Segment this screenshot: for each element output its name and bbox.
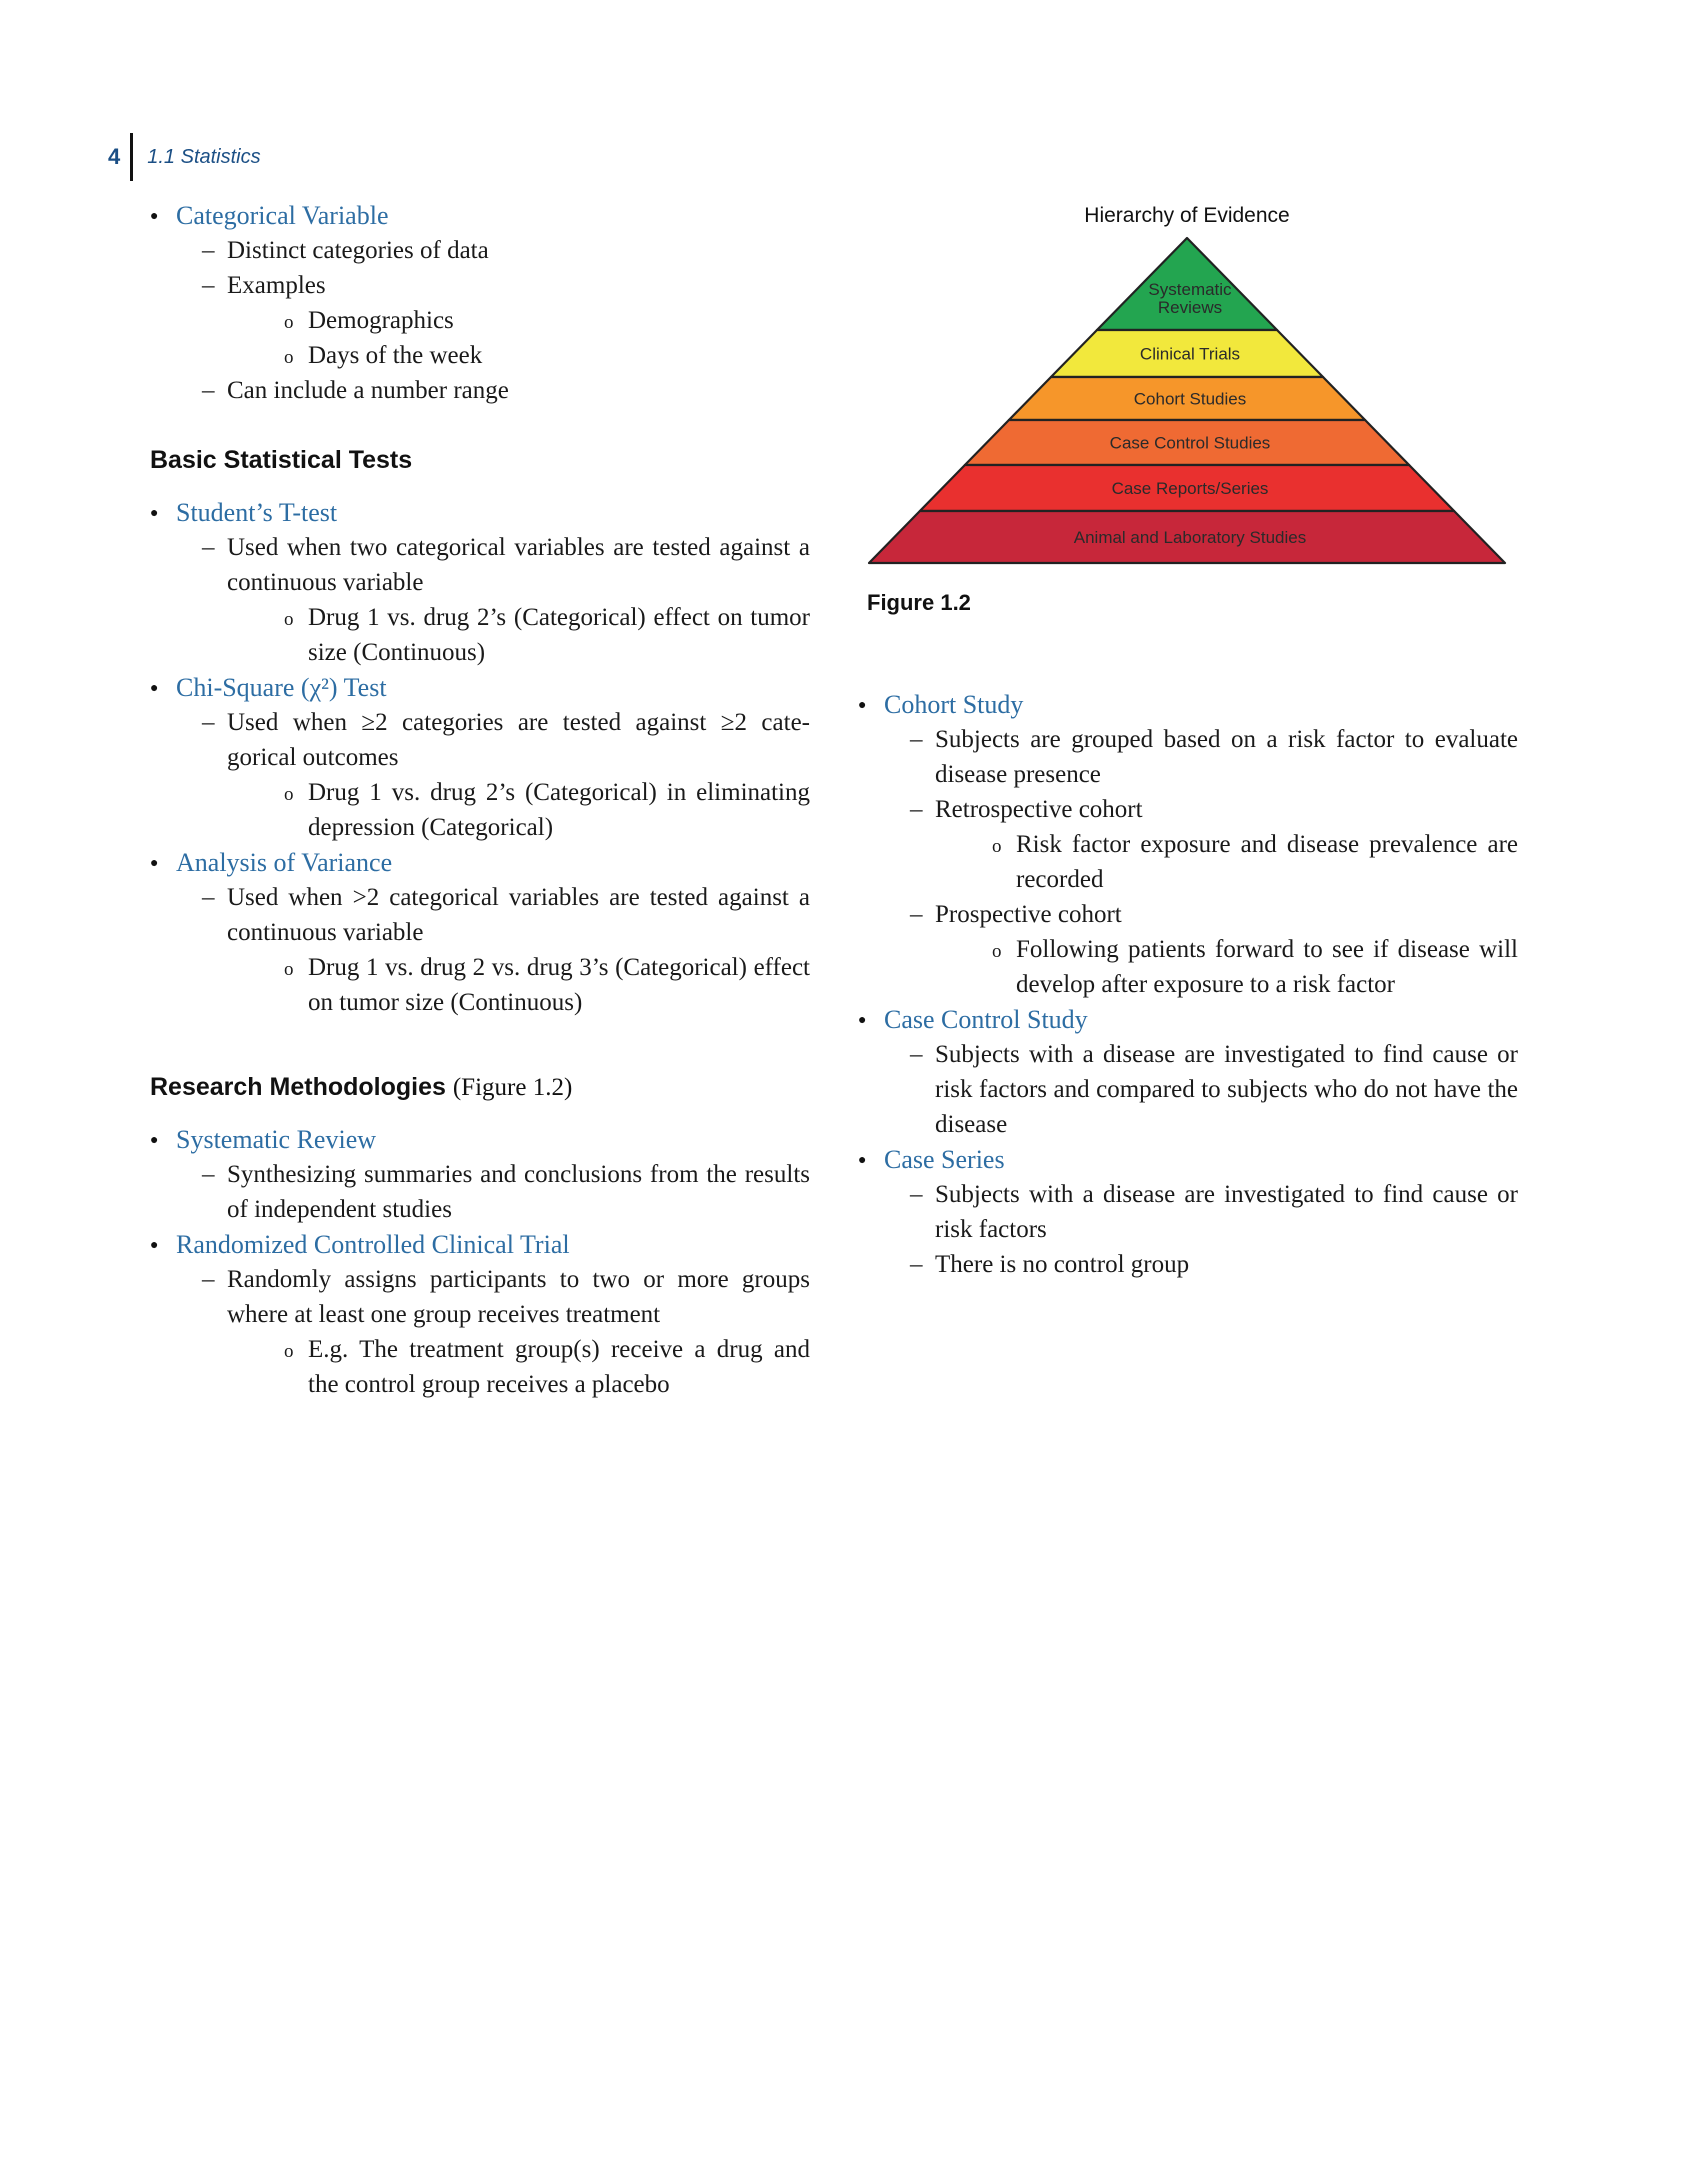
sub-item-text: Examples (227, 272, 326, 299)
running-head (108, 132, 261, 182)
term-label: Categorical Variable (176, 201, 389, 230)
example-item: o Days of the week (227, 338, 810, 373)
research-heading (150, 1070, 810, 1105)
example-item: o Following patients forward to see if disease will develop after exposure to a risk factor (935, 932, 1518, 1002)
sub-item (884, 897, 1518, 1002)
sub-item-text: Prospective cohort (935, 901, 1122, 928)
evidence-pyramid (865, 198, 1525, 568)
basic-tests-heading: Basic Statistical Tests (150, 446, 413, 474)
sub-item (176, 705, 810, 845)
sub-item-text: Retrospective cohort (935, 796, 1143, 823)
hierarchy-figure (865, 198, 1525, 618)
sub-item (884, 1037, 1518, 1142)
right-column (858, 687, 1518, 1282)
list-item (858, 1002, 1518, 1142)
research-heading-text: Research Methodologies (150, 1073, 446, 1101)
example-item: o Risk factor exposure and disease prevalence are recorded (935, 827, 1518, 897)
sub-item (884, 722, 1518, 792)
figure-reference: (Figure 1.2) (452, 1074, 573, 1101)
research-list (150, 1122, 810, 1402)
sub-item-text: Synthesizing summaries and conclusions from the results of independent studies (227, 1161, 810, 1223)
header-divider (130, 133, 133, 181)
basic-tests-list (150, 495, 810, 1020)
pyramid-level-label: Clinical Trials (1139, 344, 1241, 364)
example-item: o Demographics (227, 303, 810, 338)
pyramid-level-label: Animal and Laboratory Studies (1073, 528, 1307, 547)
sub-item (176, 530, 810, 670)
sub-item (176, 268, 810, 373)
sub-item-text: Subjects with a disease are investigated to find cause or risk factors (935, 1181, 1518, 1243)
sub-item-text: Distinct categories of data (227, 237, 489, 264)
figure-title: Hierarchy of Evidence (1084, 204, 1290, 227)
example-item: o Drug 1 vs. drug 2’s (Categorical) in eliminating depression (Categorical) (227, 775, 810, 845)
term-label: Case Series (884, 1145, 1005, 1174)
pyramid-level-label: Systematic (1148, 280, 1232, 299)
intro-list (150, 198, 810, 408)
sub-item-text: Subjects with a disease are investigated to find cause or risk factors and compared to subjects who do not have the disease (935, 1041, 1518, 1138)
list-item (150, 845, 810, 1020)
term-label: Student’s T-test (176, 498, 338, 527)
sub-item (884, 1177, 1518, 1247)
example-item: o Drug 1 vs. drug 2’s (Categorical) effect on tumor size (Continuous) (227, 600, 810, 670)
list-item (858, 687, 1518, 1002)
list-item (150, 1122, 810, 1227)
term-label: Systematic Review (176, 1125, 377, 1154)
term-label: Chi-Square (χ²) Test (176, 673, 387, 702)
left-column (150, 198, 810, 1402)
pyramid-level-label: Reviews (1157, 298, 1223, 317)
sub-item-text: There is no control group (935, 1251, 1190, 1278)
sub-item (176, 880, 810, 1020)
pyramid-level-label: Cohort Studies (1133, 389, 1247, 409)
list-item (150, 495, 810, 670)
section-label: 1.1 Statistics (147, 145, 261, 168)
sub-item-text: Used when >2 categorical variables are tested against a continuous variable (227, 884, 810, 946)
sub-item (176, 373, 810, 408)
pyramid-level-label: Case Reports/Series (1111, 479, 1269, 498)
sub-item-text: Can include a number range (227, 377, 509, 404)
example-item: o E.g. The treatment group(s) receive a drug and the control group receives a placebo (227, 1332, 810, 1402)
list-item (150, 670, 810, 845)
list-item (150, 198, 810, 408)
sub-item-text: Used when ≥2 categories are tested against ≥2 cate-gorical outcomes (227, 709, 810, 771)
sub-item-text: Randomly assigns participants to two or more groups where at least one group receives treatment (227, 1266, 810, 1328)
term-label: Case Control Study (884, 1005, 1088, 1034)
sub-item (176, 1157, 810, 1227)
term-label: Analysis of Variance (176, 848, 393, 877)
page-number: 4 (108, 144, 121, 169)
term-label: Cohort Study (884, 690, 1024, 719)
sub-item (176, 233, 810, 268)
sub-item-text: Subjects are grouped based on a risk factor to evaluate disease presence (935, 726, 1518, 788)
study-designs-list (858, 687, 1518, 1282)
sub-item (884, 1247, 1518, 1282)
list-item (858, 1142, 1518, 1282)
sub-item (176, 1262, 810, 1402)
figure-caption: Figure 1.2 (867, 590, 971, 615)
list-item (150, 1227, 810, 1402)
pyramid-level-label: Case Control Studies (1109, 433, 1271, 453)
example-item: o Drug 1 vs. drug 2 vs. drug 3’s (Categorical) effect on tumor size (Continuous) (227, 950, 810, 1020)
term-label: Randomized Controlled Clinical Trial (176, 1230, 570, 1259)
sub-item (884, 792, 1518, 897)
sub-item-text: Used when two categorical variables are tested against a continuous variable (227, 534, 810, 596)
